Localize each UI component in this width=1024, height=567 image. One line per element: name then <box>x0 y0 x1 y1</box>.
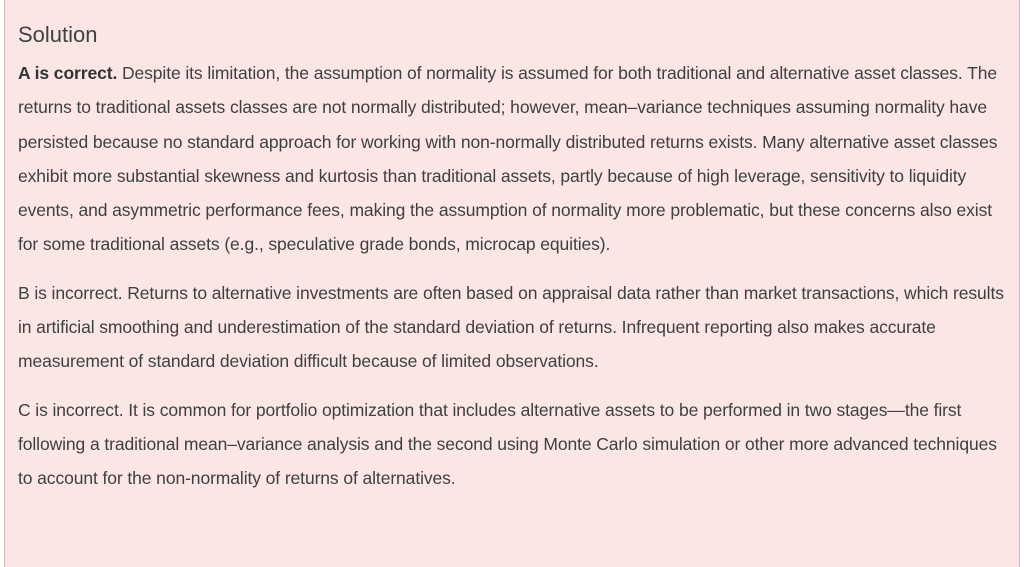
answer-a-text: Despite its limitation, the assumption of normality is assumed for both traditional and alternative asset classes. The returns to traditional assets classes are not normally distributed; however, mean–variance techniques assuming normality have persisted because no standard approach for working with non-normally distributed returns exists. Many alternative asset classes exhibit more substantial skewness and kurtosis than traditional assets, partly because of high leverage, sensitivity to liquidity events, and asymmetric performance fees, making the assumption of normality more problematic, but these concerns also exist for some traditional assets (e.g., speculative grade bonds, microcap equities). <box>18 63 998 255</box>
answer-a-paragraph <box>18 56 1009 262</box>
solution-panel <box>4 0 1020 567</box>
answer-c-paragraph: C is incorrect. It is common for portfolio optimization that includes alternative assets to be performed in two stages—the first following a traditional mean–variance analysis and the second using Monte Carlo simulation or other more advanced techniques to account for the non-normality of returns of alternatives. <box>18 399 997 489</box>
answer-b-paragraph: B is incorrect. Returns to alternative investments are often based on appraisal data rather than market transactions, which results in artificial smoothing and underestimation of the standard deviation of returns. Infrequent reporting also makes accurate measurement of standard deviation difficult because of limited observations. <box>18 282 1004 372</box>
answer-a-lead: A is correct. <box>18 63 118 83</box>
solution-title: Solution <box>18 22 98 47</box>
